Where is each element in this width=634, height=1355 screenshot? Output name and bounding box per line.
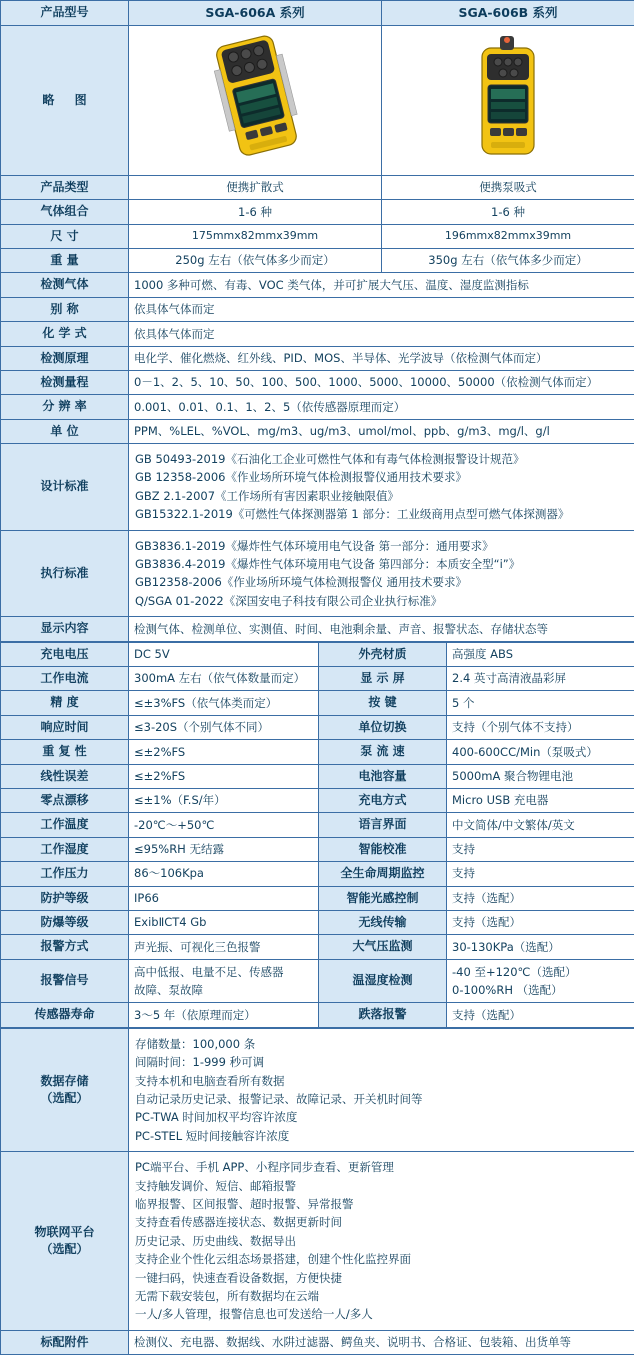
table-row-design-std — [1, 444, 634, 531]
principle-value: 电化学、催化燃烧、红外线、PID、MOS、半导体、光学波导（依检测气体而定） — [129, 346, 634, 370]
language-value: 中文简体/中文繁体/英文 — [447, 813, 634, 837]
working-temperature-label: 工作温度 — [1, 813, 129, 837]
model-label: 产品型号 — [1, 1, 129, 26]
protection-grade-value: IP66 — [129, 886, 319, 910]
table-row-pair — [1, 886, 634, 910]
pump-flow-label: 泵 流 速 — [319, 740, 447, 764]
display-screen-value: 2.4 英寸高清液晶彩屏 — [447, 667, 634, 691]
table-row-weight — [1, 248, 634, 272]
working-current-value: 300mA 左右（依气体数量而定） — [129, 667, 319, 691]
shell-material-label: 外壳材质 — [319, 642, 447, 666]
light-sensor-control-label: 智能光感控制 — [319, 886, 447, 910]
pressure-monitor-label: 大气压监测 — [319, 935, 447, 959]
battery-capacity-value: 5000mA 聚合物锂电池 — [447, 764, 634, 788]
working-temperature-value: -20℃～+50℃ — [129, 813, 319, 837]
table-row-principle — [1, 346, 634, 370]
table-row-exec-std — [1, 530, 634, 617]
table-row-data-storage — [1, 1028, 634, 1151]
table-row-product-type — [1, 175, 634, 199]
iot-platform-list — [129, 1152, 634, 1331]
pump-flow-value: 400-600CC/Min（泵吸式） — [447, 740, 634, 764]
device-image-a — [129, 26, 382, 176]
table-row-pair — [1, 862, 634, 886]
table-row-accessories — [1, 1330, 634, 1354]
range-value: 0－1、2、5、10、50、100、500、1000、5000、10000、50000（依检测气体而定） — [129, 370, 634, 394]
detect-gas-label: 检测气体 — [1, 273, 129, 297]
exec-standard-label: 执行标准 — [1, 530, 129, 617]
table-row-model — [1, 1, 634, 26]
iot-platform-line: 临界报警、区间报警、超时报警、异常报警 — [135, 1195, 628, 1213]
alias-value: 依具体气体而定 — [129, 297, 634, 321]
design-standard-line: GB 50493-2019《石油化工企业可燃性气体和有毒气体检测报警设计规范》 — [135, 450, 628, 468]
exec-standard-line: GB3836.1-2019《爆炸性气体环境用电气设备 第一部分：通用要求》 — [135, 537, 628, 555]
device-diffusion-icon — [180, 32, 330, 164]
size-b: 196mmx82mmx39mm — [382, 224, 634, 248]
shell-material-value: 高强度 ABS — [447, 642, 634, 666]
display-content-label: 显示内容 — [1, 617, 129, 641]
data-storage-line: PC-TWA 时间加权平均容许浓度 — [135, 1108, 628, 1126]
alarm-signal-value — [129, 959, 319, 1003]
alarm-method-value: 声光振、可视化三色报警 — [129, 935, 319, 959]
iot-platform-line: 支持查看传感器连接状态、数据更新时间 — [135, 1213, 628, 1231]
charge-method-value: Micro USB 充电器 — [447, 788, 634, 812]
product-type-label: 产品类型 — [1, 175, 129, 199]
iot-platform-line: 一人/多人管理，报警信息也可发送给一人/多人 — [135, 1305, 628, 1323]
response-time-label: 响应时间 — [1, 715, 129, 739]
spec-table-pairs — [0, 642, 634, 1028]
pressure-monitor-value: 30-130KPa（选配） — [447, 935, 634, 959]
table-row-pair — [1, 837, 634, 861]
size-a: 175mmx82mmx39mm — [129, 224, 382, 248]
gas-combo-label: 气体组合 — [1, 200, 129, 224]
alarm-method-label: 报警方式 — [1, 935, 129, 959]
wireless-value: 支持（选配） — [447, 910, 634, 934]
data-storage-line: 支持本机和电脑查看所有数据 — [135, 1072, 628, 1090]
drop-alarm-value: 支持（选配） — [447, 1003, 634, 1027]
table-row-alarm-signal — [1, 959, 634, 1003]
spec-table-blocks — [0, 1028, 634, 1355]
linearity-error-value: ≤±2%FS — [129, 764, 319, 788]
zero-drift-label: 零点漂移 — [1, 788, 129, 812]
design-standard-line: GBZ 2.1-2007《工作场所有害因素职业接触限值》 — [135, 487, 628, 505]
product-type-b: 便携泵吸式 — [382, 175, 634, 199]
data-storage-line: 存储数量：100,000 条 — [135, 1035, 628, 1053]
repeatability-value: ≤±2%FS — [129, 740, 319, 764]
drop-alarm-label: 跌落报警 — [319, 1003, 447, 1027]
table-row-size — [1, 224, 634, 248]
lifecycle-monitor-value: 支持 — [447, 862, 634, 886]
iot-platform-label — [1, 1152, 129, 1331]
table-row-pair — [1, 715, 634, 739]
temp-humidity-line: -40 至+120℃（选配） — [452, 963, 629, 981]
battery-capacity-label: 电池容量 — [319, 764, 447, 788]
linearity-error-label: 线性误差 — [1, 764, 129, 788]
table-row-range — [1, 370, 634, 394]
table-row-pair — [1, 740, 634, 764]
exec-standard-line: Q/SGA 01-2022《深国安电子科技有限公司企业执行标准》 — [135, 592, 628, 610]
exec-standard-list — [129, 530, 634, 617]
sketch-label: 略 图 — [1, 26, 129, 176]
data-storage-line: PC-STEL 短时间接触容许浓度 — [135, 1127, 628, 1145]
keys-value: 5 个 — [447, 691, 634, 715]
working-pressure-value: 86～106Kpa — [129, 862, 319, 886]
weight-a: 250g 左右（依气体多少而定） — [129, 248, 382, 272]
table-row-iot-platform — [1, 1152, 634, 1331]
table-row-resolution — [1, 395, 634, 419]
table-row-alias — [1, 297, 634, 321]
temp-humidity-label: 温湿度检测 — [319, 959, 447, 1003]
unit-switch-label: 单位切换 — [319, 715, 447, 739]
working-pressure-label: 工作压力 — [1, 862, 129, 886]
data-storage-list — [129, 1028, 634, 1151]
data-storage-label-line: 数据存储 — [6, 1073, 123, 1090]
iot-platform-label-line: 物联网平台 — [6, 1224, 123, 1241]
iot-platform-line: 历史记录、历史曲线、数据导出 — [135, 1232, 628, 1250]
table-row-pair — [1, 788, 634, 812]
working-current-label: 工作电流 — [1, 667, 129, 691]
table-row-display-content — [1, 617, 634, 641]
keys-label: 按 键 — [319, 691, 447, 715]
iot-platform-label-line: （选配） — [6, 1241, 123, 1258]
smart-calibration-value: 支持 — [447, 837, 634, 861]
model-a: SGA-606A 系列 — [129, 1, 382, 26]
table-row-gas-combo — [1, 200, 634, 224]
device-image-b — [382, 26, 634, 176]
sensor-life-value: 3～5 年（依原理而定） — [129, 1003, 319, 1027]
alarm-signal-line: 高中低报、电量不足、传感器 — [134, 963, 313, 981]
resolution-label: 分 辨 率 — [1, 395, 129, 419]
weight-b: 350g 左右（依气体多少而定） — [382, 248, 634, 272]
accuracy-label: 精 度 — [1, 691, 129, 715]
light-sensor-control-value: 支持（选配） — [447, 886, 634, 910]
table-row-pair — [1, 764, 634, 788]
data-storage-label — [1, 1028, 129, 1151]
formula-label: 化 学 式 — [1, 322, 129, 346]
device-pump-icon — [448, 32, 568, 164]
explosion-grade-label: 防爆等级 — [1, 910, 129, 934]
accuracy-value: ≤±3%FS（依气体类而定） — [129, 691, 319, 715]
iot-platform-line: 无需下载安装包，所有数据均在云端 — [135, 1287, 628, 1305]
table-row-formula — [1, 322, 634, 346]
exec-standard-line: GB3836.4-2019《爆炸性气体环境用电气设备 第四部分：本质安全型“i”》 — [135, 555, 628, 573]
zero-drift-value: ≤±1%（F.S/年） — [129, 788, 319, 812]
exec-standard-line: GB12358-2006《作业场所环境气体检测报警仪 通用技术要求》 — [135, 573, 628, 591]
repeatability-label: 重 复 性 — [1, 740, 129, 764]
iot-platform-line: 支持企业个性化云组态场景搭建，创建个性化监控界面 — [135, 1250, 628, 1268]
design-standard-line: GB15322.1-2019《可燃性气体探测器第 1 部分：工业级商用点型可燃气体探测器》 — [135, 505, 628, 523]
table-row-pair — [1, 935, 634, 959]
smart-calibration-label: 智能校准 — [319, 837, 447, 861]
size-label: 尺 寸 — [1, 224, 129, 248]
temp-humidity-value — [447, 959, 634, 1003]
table-row-pair — [1, 667, 634, 691]
table-row-pair — [1, 813, 634, 837]
accessories-value: 检测仪、充电器、数据线、水阱过滤器、鳄鱼夹、说明书、合格证、包装箱、出货单等 — [129, 1330, 634, 1354]
temp-humidity-line: 0-100%RH （选配） — [452, 981, 629, 999]
gas-combo-a: 1-6 种 — [129, 200, 382, 224]
charge-voltage-label: 充电电压 — [1, 642, 129, 666]
working-humidity-value: ≤95%RH 无结露 — [129, 837, 319, 861]
iot-platform-line: 支持触发调价、短信、邮箱报警 — [135, 1177, 628, 1195]
design-standard-line: GB 12358-2006《作业场所环境气体检测报警仪通用技术要求》 — [135, 468, 628, 486]
principle-label: 检测原理 — [1, 346, 129, 370]
data-storage-line: 自动记录历史记录、报警记录、故障记录、开关机时间等 — [135, 1090, 628, 1108]
alarm-signal-line: 故障、泵故障 — [134, 981, 313, 999]
product-type-a: 便携扩散式 — [129, 175, 382, 199]
protection-grade-label: 防护等级 — [1, 886, 129, 910]
table-row-pair — [1, 642, 634, 666]
display-content-value: 检测气体、检测单位、实测值、时间、电池剩余量、声音、报警状态、存储状态等 — [129, 617, 634, 641]
charge-voltage-value: DC 5V — [129, 642, 319, 666]
iot-platform-line: PC端平台、手机 APP、小程序同步查看、更新管理 — [135, 1158, 628, 1176]
display-screen-label: 显 示 屏 — [319, 667, 447, 691]
table-row-detect-gas — [1, 273, 634, 297]
unit-label: 单 位 — [1, 419, 129, 443]
table-row-sketch — [1, 26, 634, 176]
response-time-value: ≤3-20S（个别气体不同） — [129, 715, 319, 739]
table-row-pair — [1, 691, 634, 715]
iot-platform-line: 一键扫码，快速查看设备数据，方便快捷 — [135, 1269, 628, 1287]
wireless-label: 无线传输 — [319, 910, 447, 934]
language-label: 语言界面 — [319, 813, 447, 837]
alias-label: 别 称 — [1, 297, 129, 321]
lifecycle-monitor-label: 全生命周期监控 — [319, 862, 447, 886]
detect-gas-value: 1000 多种可燃、有毒、VOC 类气体，并可扩展大气压、温度、湿度监测指标 — [129, 273, 634, 297]
table-row-unit — [1, 419, 634, 443]
table-row-pair — [1, 910, 634, 934]
formula-value: 依具体气体而定 — [129, 322, 634, 346]
charge-method-label: 充电方式 — [319, 788, 447, 812]
spec-table — [0, 0, 634, 642]
weight-label: 重 量 — [1, 248, 129, 272]
unit-value: PPM、%LEL、%VOL、mg/m3、ug/m3、umol/mol、ppb、g/m3、mg/l、g/l — [129, 419, 634, 443]
working-humidity-label: 工作湿度 — [1, 837, 129, 861]
unit-switch-value: 支持（个别气体不支持） — [447, 715, 634, 739]
data-storage-label-line: （选配） — [6, 1090, 123, 1107]
model-b: SGA-606B 系列 — [382, 1, 634, 26]
alarm-signal-label: 报警信号 — [1, 959, 129, 1003]
accessories-label: 标配附件 — [1, 1330, 129, 1354]
resolution-value: 0.001、0.01、0.1、1、2、5（依传感器原理而定） — [129, 395, 634, 419]
design-standard-label: 设计标准 — [1, 444, 129, 531]
table-row-sensor-life — [1, 1003, 634, 1027]
data-storage-line: 间隔时间：1-999 秒可调 — [135, 1053, 628, 1071]
design-standard-list — [129, 444, 634, 531]
gas-combo-b: 1-6 种 — [382, 200, 634, 224]
sensor-life-label: 传感器寿命 — [1, 1003, 129, 1027]
range-label: 检测量程 — [1, 370, 129, 394]
explosion-grade-value: ExibⅡCT4 Gb — [129, 910, 319, 934]
